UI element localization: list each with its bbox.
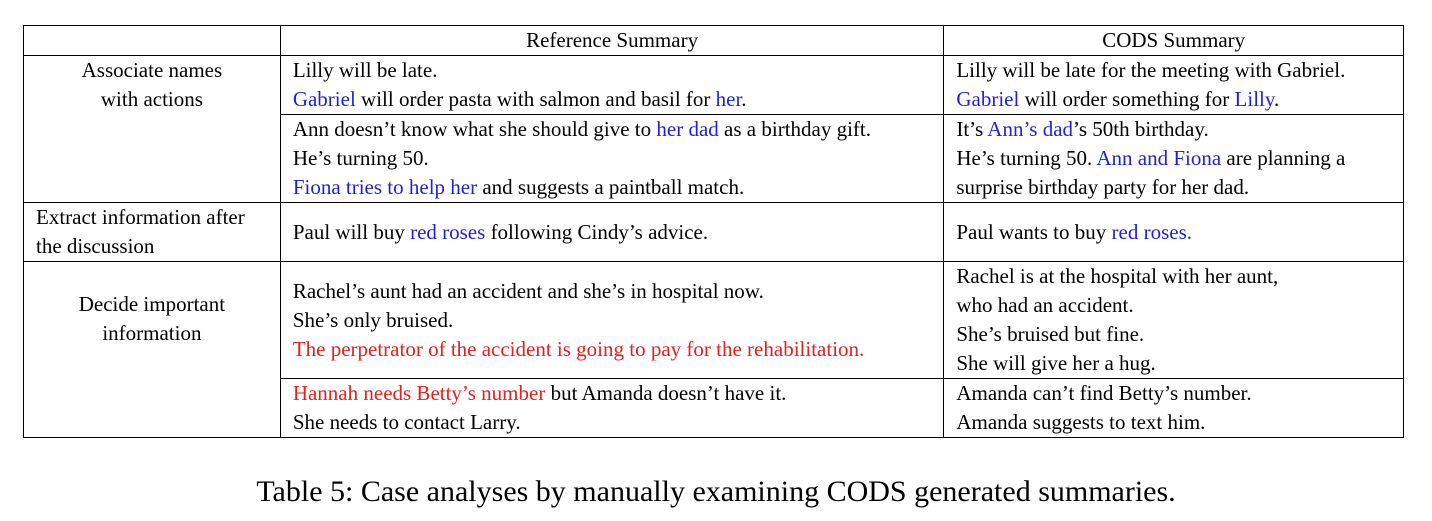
table-caption: Table 5: Case analyses by manually examining CODS generated summaries. — [256, 475, 1176, 508]
text-segment: and suggests a paintball match. — [477, 175, 745, 199]
summary-line — [956, 173, 1391, 202]
text-segment: ’s 50th birthday. — [1073, 117, 1209, 141]
text-segment: are planning a — [1221, 146, 1346, 170]
text-segment: She’s bruised but fine. — [956, 322, 1145, 346]
category-extract-information — [24, 203, 281, 262]
text-segment: She’s only bruised. — [292, 307, 454, 332]
reference-summary-cell — [280, 115, 944, 203]
header-cods-summary: CODS Summary — [944, 26, 1404, 56]
summary-line — [293, 379, 932, 408]
category-line: information — [102, 321, 202, 345]
text-segment: She needs to contact Larry. — [292, 410, 521, 434]
text-segment: Paul wants to buy — [956, 219, 1112, 244]
text-segment: Paul will buy — [292, 219, 411, 244]
highlighted-phrase: The perpetrator of the accident is going to pay for the rehabilitation. — [292, 336, 865, 361]
text-segment: who had an accident. — [956, 293, 1134, 317]
text-segment: Rachel’s aunt had an accident and she’s in hospital now. — [292, 278, 764, 303]
table-row — [24, 56, 1404, 115]
category-line: with actions — [100, 87, 203, 111]
summary-line — [293, 144, 932, 173]
highlighted-phrase: Gabriel — [956, 87, 1020, 111]
summary-line — [293, 115, 932, 144]
cods-summary-cell — [944, 379, 1404, 438]
cods-summary-cell — [944, 115, 1404, 203]
summary-line — [293, 85, 932, 114]
text-segment: but Amanda doesn’t have it. — [545, 381, 787, 405]
category-decide-important — [24, 262, 281, 438]
category-line: the discussion — [36, 234, 155, 258]
highlighted-phrase: Gabriel — [292, 87, 356, 111]
summary-line — [956, 320, 1391, 349]
text-segment: Lilly will be late for the meeting with Gabriel. — [956, 58, 1346, 82]
category-line: Associate names — [81, 58, 223, 82]
table-row — [24, 262, 1404, 379]
summary-line — [293, 408, 932, 437]
cods-summary-cell — [944, 203, 1404, 262]
text-segment: as a birthday gift. — [718, 117, 872, 141]
text-segment: Amanda can’t find Betty’s number. — [956, 381, 1252, 405]
summary-line — [956, 262, 1391, 291]
reference-summary-cell — [280, 203, 944, 262]
summary-line — [293, 335, 932, 364]
highlighted-phrase: Ann’s dad — [987, 117, 1074, 141]
text-segment: Ann doesn’t know what she should give to — [292, 117, 657, 141]
highlighted-phrase: Lilly — [1234, 87, 1275, 111]
text-segment: He’s turning 50. — [956, 146, 1097, 170]
summary-line — [956, 144, 1391, 173]
summary-line — [956, 56, 1391, 85]
case-analysis-table — [23, 25, 1404, 438]
reference-summary-cell — [280, 262, 944, 379]
reference-summary-cell — [280, 379, 944, 438]
header-empty — [24, 26, 281, 56]
highlighted-phrase: Fiona tries to help her — [292, 175, 478, 199]
summary-line — [956, 291, 1391, 320]
summary-line — [956, 408, 1391, 437]
category-associate-names — [24, 56, 281, 203]
category-line: Extract information after — [36, 205, 245, 229]
cods-summary-cell — [944, 262, 1404, 379]
text-segment: It’s — [956, 117, 988, 141]
category-line: Decide important — [78, 292, 226, 316]
reference-summary-cell — [280, 56, 944, 115]
text-segment: He’s turning 50. — [292, 146, 429, 170]
text-segment: . — [1274, 87, 1280, 111]
highlighted-phrase: Ann and Fiona — [1096, 146, 1222, 170]
text-segment: She will give her a hug. — [956, 351, 1156, 375]
header-row — [24, 26, 1404, 56]
text-segment: will order something for — [1019, 87, 1235, 111]
summary-line — [956, 349, 1391, 378]
text-segment: surprise birthday party for her dad. — [956, 175, 1250, 199]
text-segment: Rachel is at the hospital with her aunt, — [956, 264, 1279, 288]
text-segment: will order pasta with salmon and basil for — [355, 87, 716, 111]
summary-line — [293, 306, 932, 335]
cods-summary-cell — [944, 56, 1404, 115]
table-row — [24, 203, 1404, 262]
highlighted-phrase: red roses — [410, 219, 486, 244]
summary-line — [293, 56, 932, 85]
summary-line — [956, 218, 1391, 247]
highlighted-phrase: her — [715, 87, 742, 111]
summary-line — [956, 115, 1391, 144]
text-segment: . — [741, 87, 747, 111]
summary-line — [956, 379, 1391, 408]
text-segment: Amanda suggests to text him. — [956, 410, 1206, 434]
summary-line — [293, 173, 932, 202]
highlighted-phrase: red roses. — [1111, 219, 1192, 244]
summary-line — [293, 277, 932, 306]
text-segment: following Cindy’s advice. — [485, 219, 709, 244]
summary-line — [956, 85, 1391, 114]
highlighted-phrase: her dad — [656, 117, 719, 141]
text-segment: Lilly will be late. — [292, 58, 438, 82]
highlighted-phrase: Hannah needs Betty’s number — [292, 381, 546, 405]
header-reference-summary: Reference Summary — [280, 26, 944, 56]
summary-line — [293, 218, 932, 247]
